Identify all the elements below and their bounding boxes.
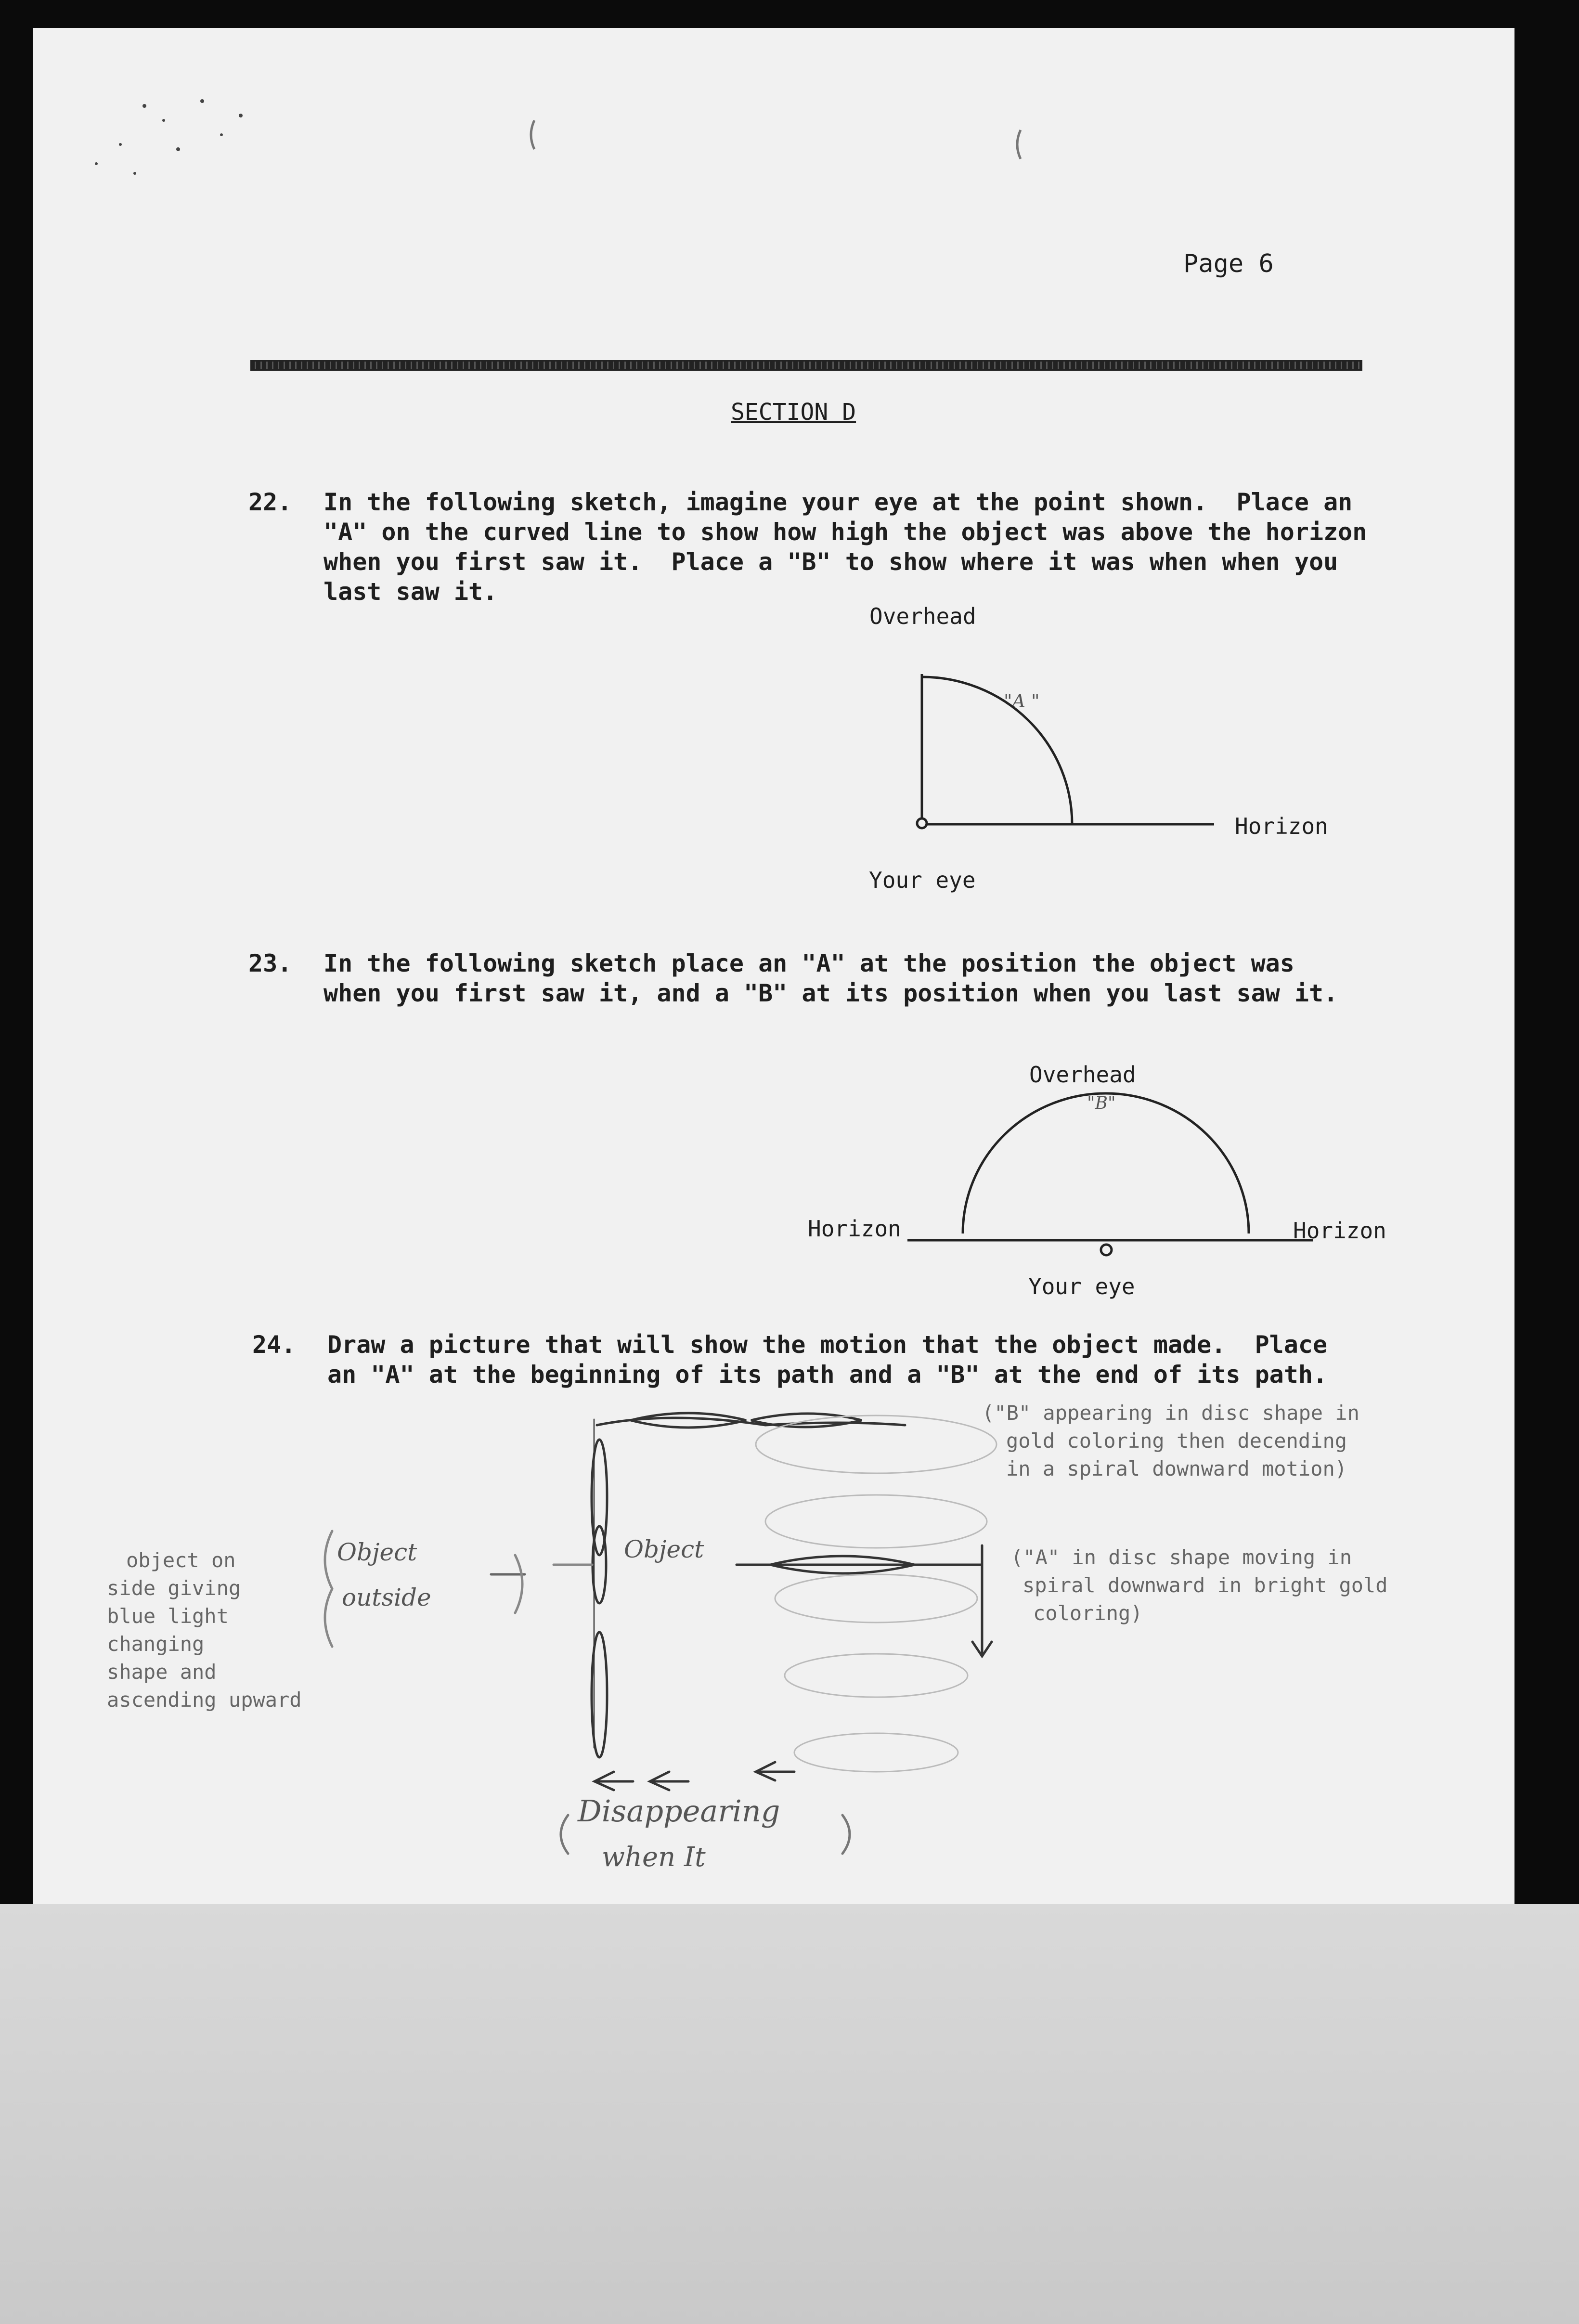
- q24-hand-disappearing-2: when It: [602, 1842, 706, 1873]
- q22-line-3: when you first saw it. Place a "B" to show where it was when when you: [324, 548, 1338, 576]
- q22-line-1: In the following sketch, imagine your eye at the point shown. Place an: [324, 488, 1353, 516]
- q22-eye-point: [917, 818, 927, 828]
- q22-line-4: last saw it.: [324, 578, 498, 606]
- dust-specks: [95, 99, 243, 175]
- q24-note-b-line-2: gold coloring then decending: [1006, 1429, 1347, 1453]
- q24-note-left-line-3: blue light: [107, 1604, 229, 1628]
- q24-note-left-line-6: ascending upward: [107, 1688, 302, 1712]
- q23-line-1: In the following sketch place an "A" at the position the object was: [324, 949, 1294, 977]
- q24-sketch: [325, 1413, 992, 1854]
- q24-hand-object: Object: [624, 1535, 704, 1563]
- q23-eye-point: [1101, 1245, 1112, 1255]
- q23-mark-b: "B": [1087, 1093, 1116, 1113]
- q23-overhead-label: Overhead: [1029, 1062, 1136, 1088]
- q24-hand-object-outside-2: outside: [342, 1584, 431, 1611]
- q22-overhead-label: Overhead: [869, 603, 976, 629]
- q24-note-a-line-2: spiral downward in bright gold: [1022, 1573, 1388, 1597]
- q24-note-left-line-2: side giving: [107, 1576, 241, 1600]
- binder-marks: [531, 120, 1021, 159]
- q24-line-2: an "A" at the beginning of its path and a "B" at the end of its path.: [327, 1361, 1328, 1389]
- q22-horizon-label: Horizon: [1235, 813, 1328, 839]
- q23-line-2: when you first saw it, and a "B" at its position when you last saw it.: [324, 979, 1338, 1007]
- q24-note-left-line-5: shape and: [107, 1660, 217, 1684]
- q23-arc: [963, 1093, 1249, 1233]
- q24-line-1: Draw a picture that will show the motion that the object made. Place: [327, 1331, 1328, 1359]
- q24-number: 24.: [252, 1331, 296, 1359]
- q22-your-eye-label: Your eye: [869, 867, 976, 893]
- page-number: Page 6: [1183, 249, 1274, 278]
- q24-note-left-line-1: object on: [126, 1548, 236, 1572]
- q24-note-b-line-1: ("B" appearing in disc shape in: [982, 1401, 1359, 1425]
- q22-number: 22.: [248, 488, 292, 516]
- q24-note-left-line-4: changing: [107, 1632, 205, 1656]
- spiral-faint: [756, 1415, 997, 1772]
- q24-hand-disappearing-1: Disappearing: [578, 1793, 780, 1829]
- q24-note-a-line-1: ("A" in disc shape moving in: [1011, 1545, 1352, 1569]
- q22-diagram: [917, 674, 1214, 828]
- q22-line-2: "A" on the curved line to show how high the object was above the horizon: [324, 518, 1367, 546]
- q23-number: 23.: [248, 949, 292, 977]
- q23-horizon-left-label: Horizon: [808, 1216, 901, 1242]
- q23-your-eye-label: Your eye: [1028, 1273, 1135, 1299]
- section-title: SECTION D: [731, 399, 856, 426]
- q23-diagram: [907, 1093, 1313, 1255]
- q24-note-a-line-3: coloring): [1033, 1601, 1143, 1625]
- q22-arc: [922, 677, 1072, 824]
- q24-hand-object-outside-1: Object: [337, 1538, 417, 1566]
- q23-horizon-right-label: Horizon: [1293, 1218, 1386, 1244]
- downward-arrow: [972, 1545, 992, 1656]
- q24-note-b-line-3: in a spiral downward motion): [1006, 1457, 1347, 1480]
- q22-mark-a: "A ": [1004, 690, 1040, 712]
